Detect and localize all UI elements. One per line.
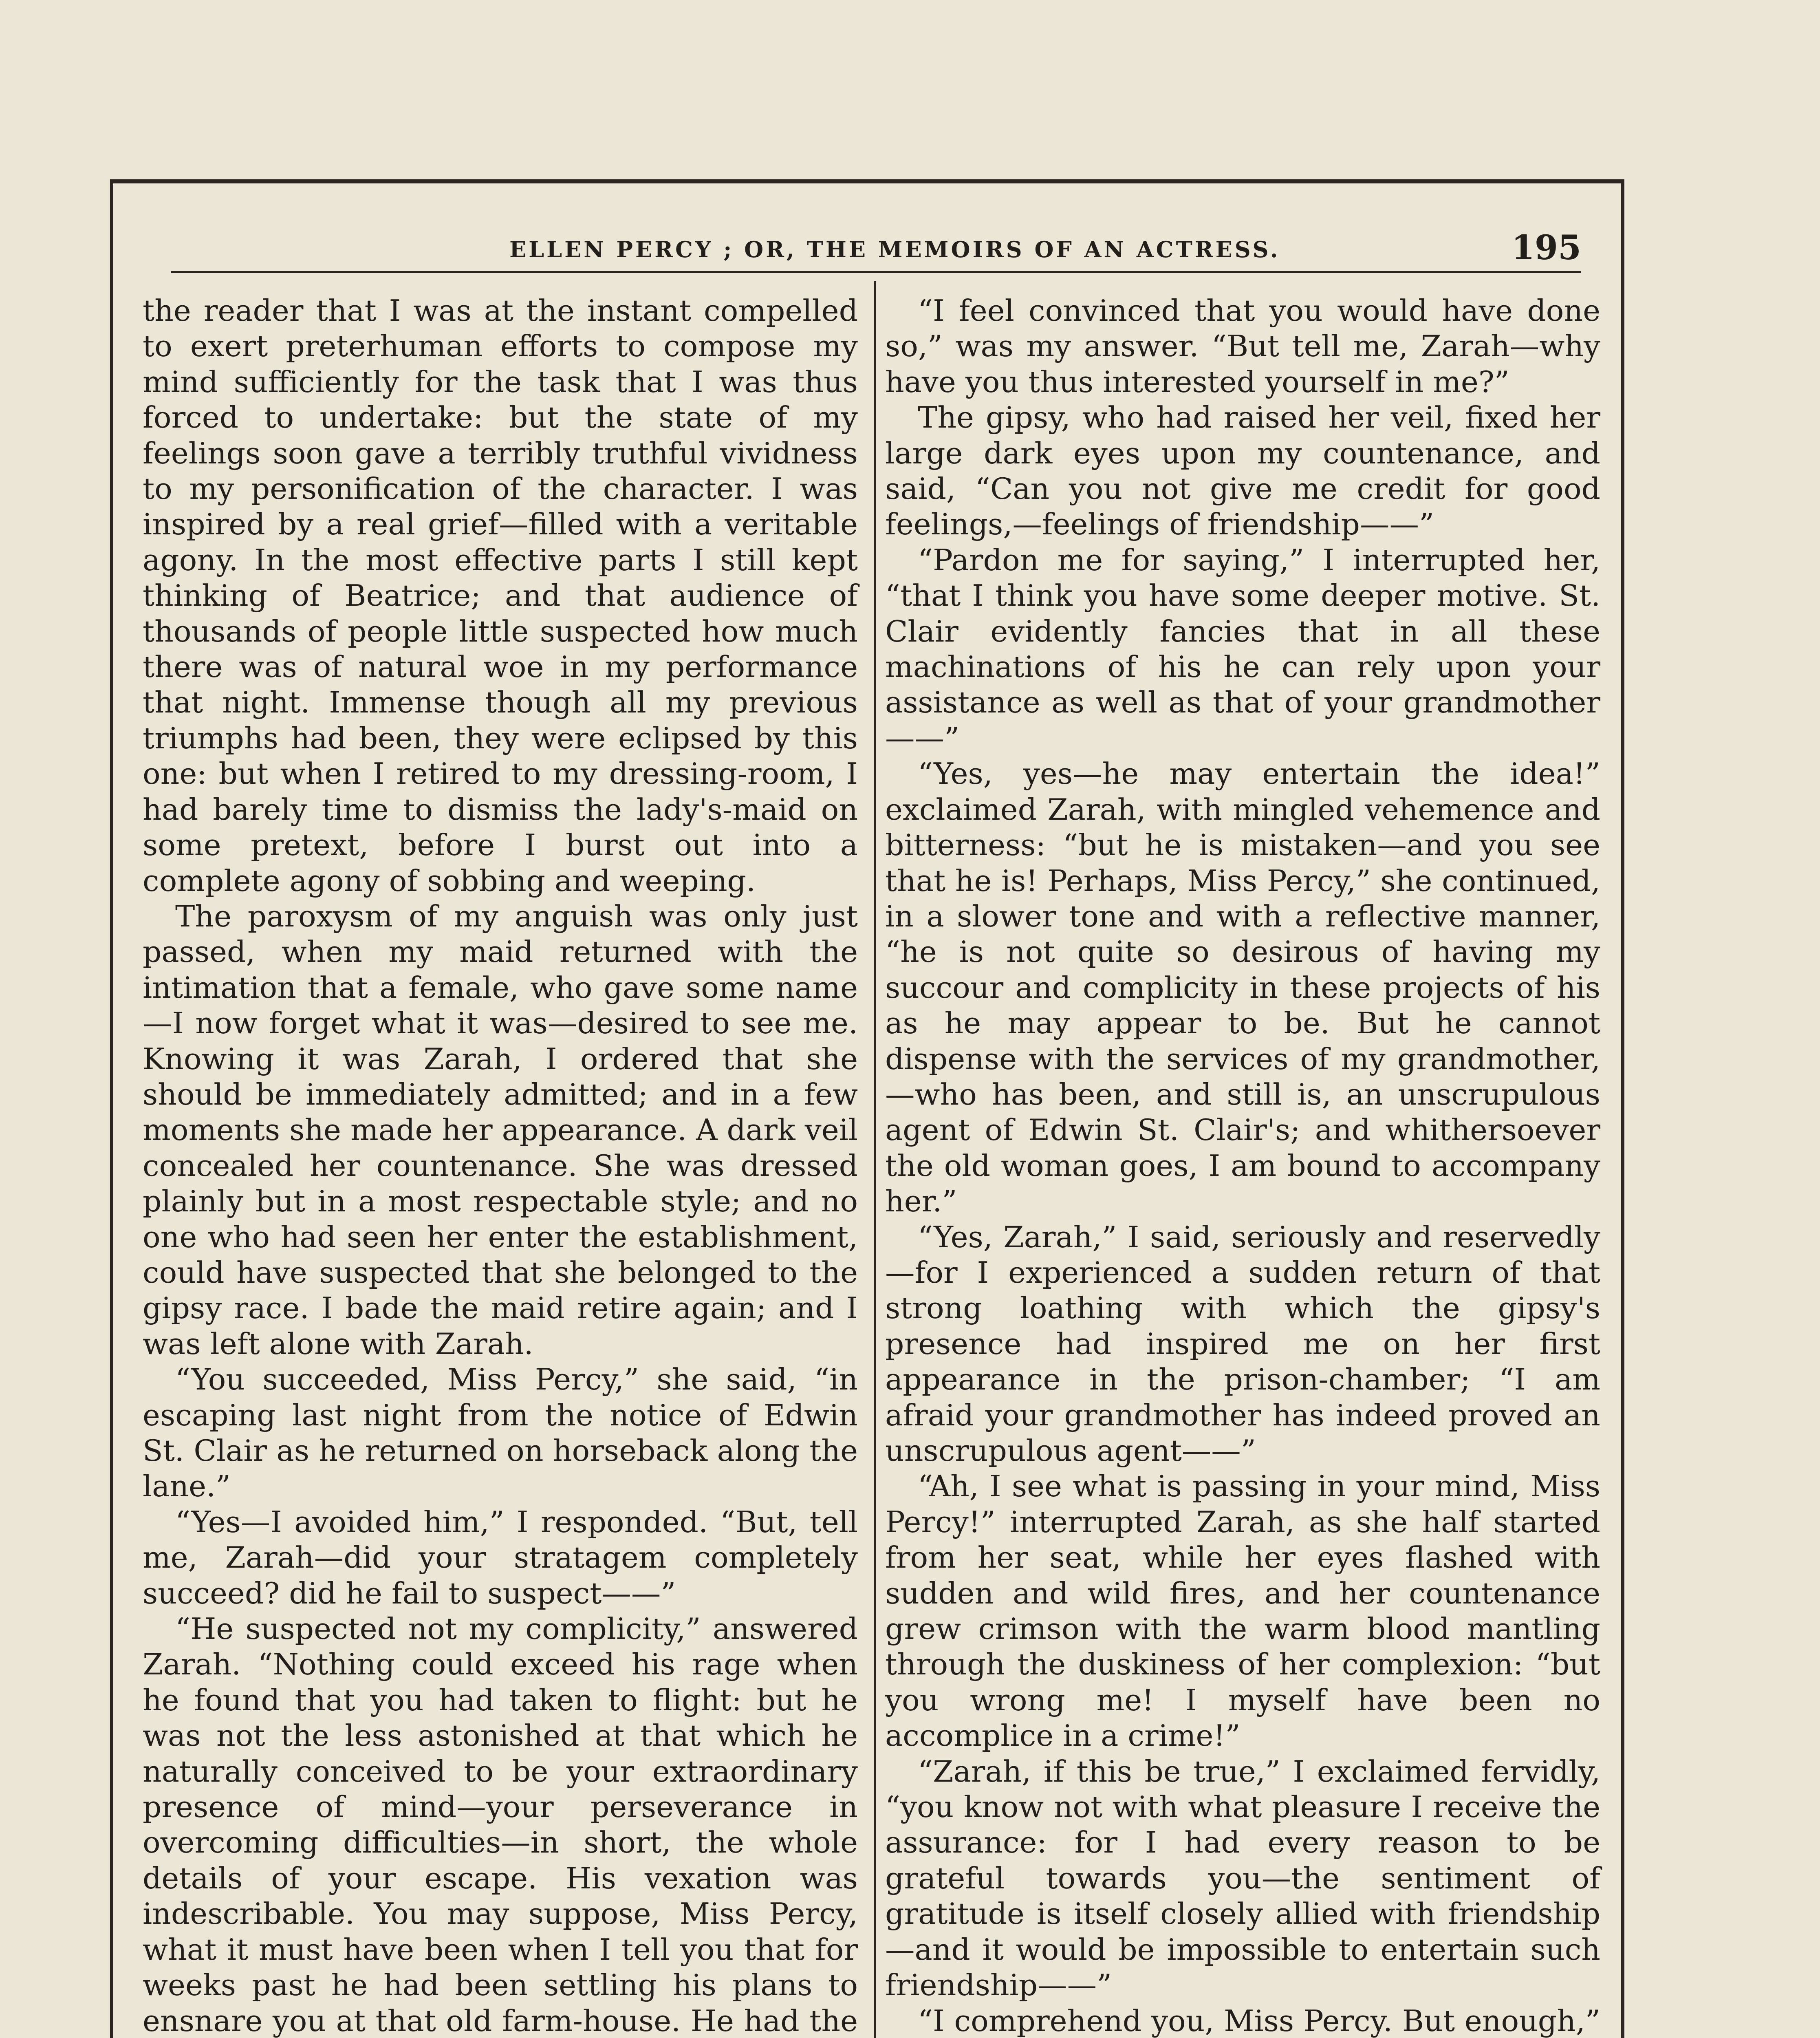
paragraph: “Zarah, if this be true,” I exclaimed fervidly, “you know not with what pleasure I receive the assurance: for I had every reason to be grateful towards you—the sentiment of gratitude is itself closely allied with friendship—and it would be impossible to entertain such friendship——” (885, 1754, 1600, 2003)
paragraph: “He suspected not my complicity,” answered Zarah. “Nothing could exceed his rage when he found that you had taken to flight: but he was not the less astonished at that which he naturally conceived to be your extraordinary presence of mind—your perseverance in overcoming difficulties—in short, the whole details of your escape. His vexation was indescribable. You may suppose, Miss Percy, what it must have been when I tell you that for weeks past he had been settling his plans to ensnare you at that old farm-house. He had the (143, 1612, 858, 2038)
paragraph: The gipsy, who had raised her veil, fixed her large dark eyes upon my countenance, and said, “Can you not give me credit for good feelings,—feelings of friendship——” (885, 401, 1600, 542)
column-divider (874, 281, 876, 2038)
running-title: ELLEN PERCY ; OR, THE MEMOIRS OF AN ACTRESS. (509, 236, 1280, 262)
page-number: 195 (1511, 228, 1581, 267)
paragraph: “Ah, I see what is passing in your mind, Miss Percy!” interrupted Zarah, as she half started from her seat, while her eyes flashed with sudden and wild fires, and her countenance grew crimson with the warm blood mantling through the duskiness of her complexion: “but you wrong me! I myself have been no accomplice in a crime!” (885, 1469, 1600, 1753)
left-column (143, 293, 858, 2038)
paragraph: “Pardon me for saying,” I interrupted her, “that I think you have some deeper motive. St. Clair evidently fancies that in all these machinations of his he can rely upon your assistance as well as that of your grandmother——” (885, 543, 1600, 756)
paragraph: “Yes—I avoided him,” I responded. “But, tell me, Zarah—did your stratagem completely succeed? did he fail to suspect——” (143, 1505, 858, 1611)
paragraph: “You succeeded, Miss Percy,” she said, “in escaping last night from the notice of Edwin St. Clair as he returned on horseback along the lane.” (143, 1363, 858, 1504)
paragraph: “Yes, Zarah,” I said, seriously and reservedly—for I experienced a sudden return of that strong loathing with which the gipsy's presence had inspired me on her first appearance in the prison-chamber; “I am afraid your grandmother has indeed proved an unscrupulous agent——” (885, 1220, 1600, 1468)
page-header (171, 228, 1581, 269)
right-column (885, 293, 1600, 2038)
paragraph: “I comprehend you, Miss Percy. But enough,” (918, 2004, 1600, 2038)
paragraph: The paroxysm of my anguish was only just passed, when my maid returned with the intimation that a female, who gave some name—I now forget what it was—desired to see me. Knowing it was Zarah, I ordered that she should be immediately admitted; and in a few moments she made her appearance. A dark veil concealed her countenance. She was dressed plainly but in a most respectable style; and no one who had seen her enter the establishment, could have suspected that she belonged to the gipsy race. I bade the maid retire again; and I was left alone with Zarah. (143, 899, 858, 1361)
paragraph: “I feel convinced that you would have done so,” was my answer. “But tell me, Zarah—why have you thus interested yourself in me?” (885, 294, 1600, 399)
paragraph: “Yes, yes—he may entertain the idea!” exclaimed Zarah, with mingled vehemence and bitterness: “but he is mistaken—and you see that he is! Perhaps, Miss Percy,” she continued, in a slower tone and with a reflective manner, “he is not quite so desirous of having my succour and complicity in these projects of his as he may appear to be. But he cannot dispense with the services of my grandmother,—who has been, and still is, an unscrupulous agent of Edwin St. Clair's; and whithersoever the old woman goes, I am bound to accompany her.” (885, 757, 1600, 1219)
header-rule (171, 271, 1581, 273)
paragraph: the reader that I was at the instant compelled to exert preterhuman efforts to compose my mind sufficiently for the task that I was thus forced to undertake: but the state of my feelings soon gave a terribly truthful vividness to my personification of the character. I was inspired by a real grief—filled with a veritable agony. In the most effective parts I still kept thinking of Beatrice; and that audience of thousands of people little suspected how much there was of natural woe in my performance that night. Immense though all my previous triumphs had been, they were eclipsed by this one: but when I retired to my dressing-room, I had barely time to dismiss the lady's-maid on some pretext, before I burst out into a complete agony of sobbing and weeping. (143, 294, 858, 898)
